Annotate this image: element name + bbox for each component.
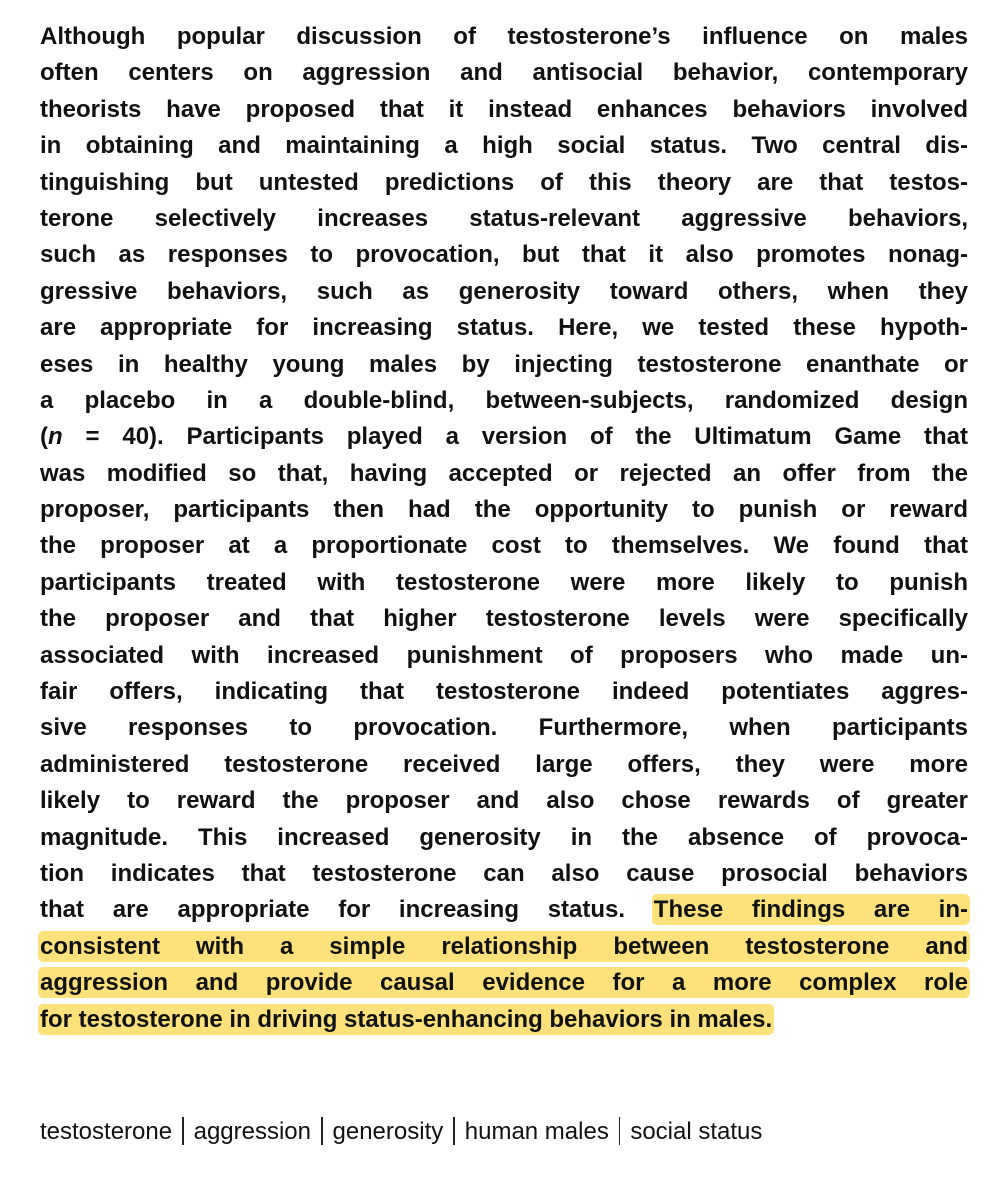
abstract-line bbox=[40, 19, 968, 55]
text-segment: tion indicates that testosterone can also cause prosocial behaviors bbox=[40, 859, 968, 887]
abstract-line bbox=[40, 565, 968, 601]
text-segment: a placebo in a double-blind, between-subjects, randomized design bbox=[40, 386, 968, 414]
abstract-line bbox=[40, 347, 968, 383]
text-segment: associated with increased punishment of proposers who made un- bbox=[40, 641, 968, 669]
abstract-line bbox=[40, 710, 968, 746]
abstract-line bbox=[40, 128, 968, 164]
abstract-line bbox=[40, 783, 968, 819]
keyword: social status bbox=[630, 1118, 763, 1145]
abstract-line bbox=[40, 92, 968, 128]
abstract-line bbox=[40, 165, 968, 201]
abstract-line bbox=[40, 419, 968, 455]
highlighted-text: for testosterone in driving status-enhancing behaviors in males. bbox=[40, 1005, 773, 1033]
text-segment: tinguishing but untested predictions of this theory are that testos- bbox=[40, 168, 968, 196]
text-segment: that are appropriate for increasing status. bbox=[40, 896, 654, 924]
text-segment: likely to reward the proposer and also chose rewards of greater bbox=[40, 787, 968, 815]
abstract-line bbox=[40, 528, 968, 564]
abstract-line bbox=[40, 383, 968, 419]
italic-text: n bbox=[48, 423, 63, 451]
abstract-line bbox=[40, 456, 968, 492]
text-segment: such as responses to provocation, but that it also promotes nonag- bbox=[40, 241, 968, 269]
highlighted-text: consistent with a simple relationship between testosterone and bbox=[40, 932, 968, 960]
keyword: generosity bbox=[332, 1118, 444, 1145]
abstract-text bbox=[40, 19, 968, 1038]
highlighted-text: aggression and provide causal evidence for a more complex role bbox=[40, 969, 968, 997]
abstract-line bbox=[40, 492, 968, 528]
text-segment: the proposer at a proportionate cost to themselves. We found that bbox=[40, 532, 968, 560]
text-segment: = 40). Participants played a version of the Ultimatum Game that bbox=[62, 423, 968, 451]
keyword: aggression bbox=[193, 1118, 312, 1145]
abstract-line bbox=[40, 820, 968, 856]
abstract-line bbox=[40, 929, 968, 965]
text-segment: administered testosterone received large offers, they were more bbox=[40, 750, 968, 778]
abstract-line bbox=[40, 237, 968, 273]
abstract-line bbox=[40, 55, 968, 91]
text-segment: was modified so that, having accepted or rejected an offer from the bbox=[40, 459, 968, 487]
abstract-line bbox=[40, 965, 968, 1001]
abstract-line bbox=[40, 747, 968, 783]
abstract-line bbox=[40, 892, 968, 928]
keyword: human males bbox=[464, 1118, 609, 1145]
text-segment: in obtaining and maintaining a high social status. Two central dis- bbox=[40, 132, 968, 160]
text-segment: proposer, participants then had the opportunity to punish or reward bbox=[40, 496, 968, 524]
text-segment: ( bbox=[40, 423, 48, 451]
abstract-line bbox=[40, 674, 968, 710]
abstract-line bbox=[40, 274, 968, 310]
text-segment: terone selectively increases status-relevant aggressive behaviors, bbox=[40, 204, 968, 232]
keywords bbox=[40, 1116, 762, 1148]
text-segment: theorists have proposed that it instead enhances behaviors involved bbox=[40, 95, 968, 123]
text-segment: magnitude. This increased generosity in the absence of provoca- bbox=[40, 823, 968, 851]
text-segment: Although popular discussion of testosterone’s influence on males bbox=[40, 23, 968, 50]
abstract-line bbox=[40, 310, 968, 346]
keyword-separator bbox=[619, 1117, 621, 1145]
abstract-line bbox=[40, 201, 968, 237]
text-segment: eses in healthy young males by injecting testosterone enanthate or bbox=[40, 350, 968, 378]
text-segment: fair offers, indicating that testosterone indeed potentiates aggres- bbox=[40, 678, 968, 706]
abstract-line bbox=[40, 601, 968, 637]
text-segment: are appropriate for increasing status. Here, we tested these hypoth- bbox=[40, 314, 968, 342]
abstract-line bbox=[40, 1002, 968, 1038]
keyword-separator bbox=[453, 1117, 455, 1145]
keyword: testosterone bbox=[40, 1118, 173, 1145]
keyword-separator bbox=[182, 1117, 184, 1145]
keyword-separator bbox=[321, 1117, 323, 1145]
abstract-line bbox=[40, 638, 968, 674]
highlighted-text: These findings are in- bbox=[653, 896, 969, 924]
text-segment: the proposer and that higher testosterone levels were specifically bbox=[40, 605, 968, 633]
text-segment: gressive behaviors, such as generosity toward others, when they bbox=[40, 277, 968, 305]
abstract-line bbox=[40, 856, 968, 892]
text-segment: often centers on aggression and antisocial behavior, contemporary bbox=[40, 59, 968, 87]
text-segment: sive responses to provocation. Furthermore, when participants bbox=[40, 714, 968, 742]
text-segment: participants treated with testosterone were more likely to punish bbox=[40, 568, 968, 596]
